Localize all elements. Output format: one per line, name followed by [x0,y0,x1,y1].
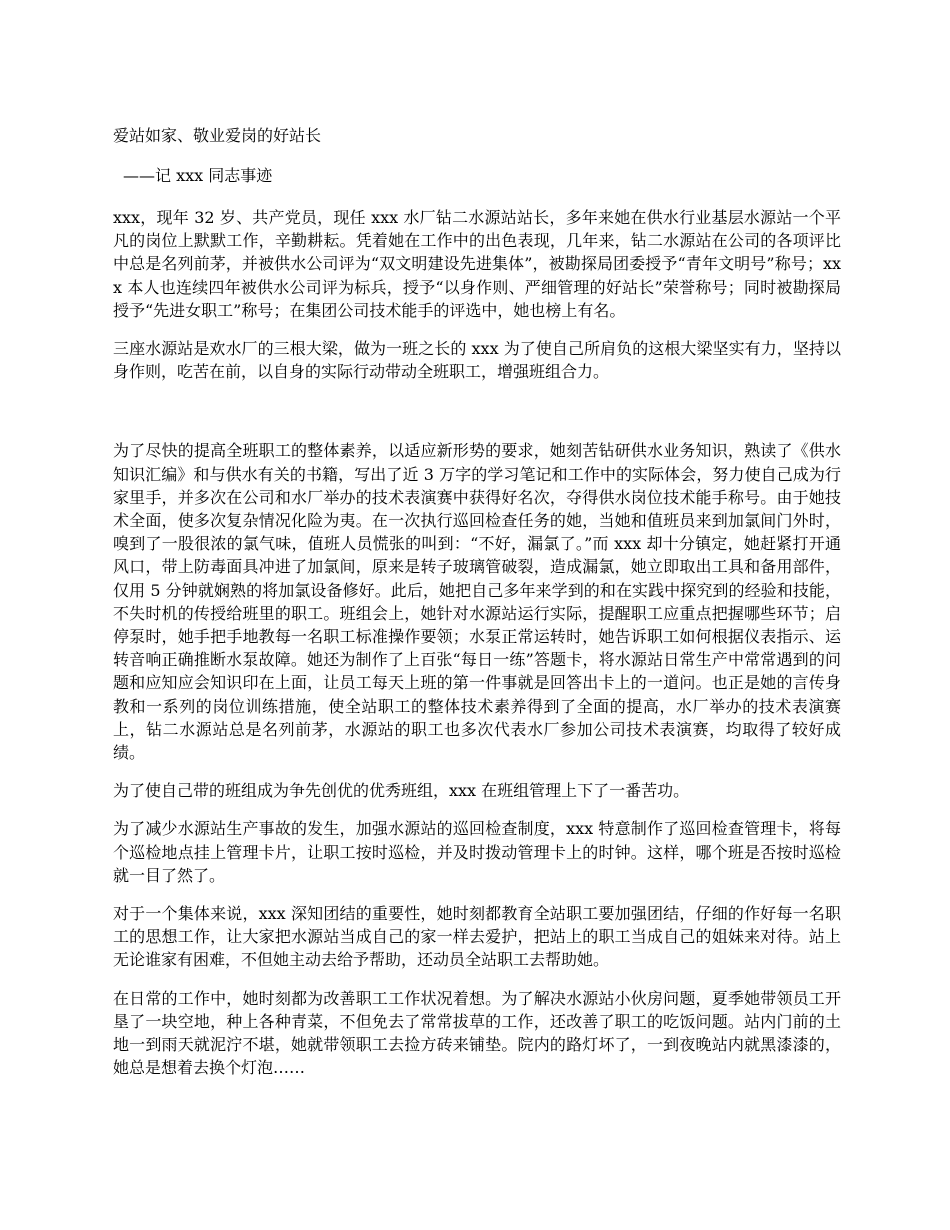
paragraph-daily-care: 在日常的工作中，她时刻都为改善职工工作状况着想。为了解决水源站小伙房问题，夏季她带领员工开垦了一块空地，种上各种青菜，不但免去了常常拔草的工作，还改善了职工的吃饭问题。站内门前的土地一到雨天就泥泞不堪，她就带领职工去捡方砖来铺垫。院内的路灯坏了，一到夜晚站内就黑漆漆的，她总是想着去换个灯泡…… [113,988,841,1078]
paragraph-inspection: 为了减少水源站生产事故的发生，加强水源站的巡回检查制度，xxx 特意制作了巡回检查管理卡，将每个巡检地点挂上管理卡片，让职工按时巡检，并及时拨动管理卡上的时钟。这样，哪个班是否按时巡检就一目了然了。 [113,819,841,885]
document-body [113,124,841,1095]
paragraph-team-goal: 为了使自己带的班组成为争先创优的优秀班组，xxx 在班组管理上下了一番苦功。 [113,781,690,801]
paragraph-unity: 对于一个集体来说，xxx 深知团结的重要性，她时刻都教育全站职工要加强团结，仔细的作好每一名职工的思想工作，让大家把水源站当成自己的家一样去爱护，把站上的职工当成自己的姐妹来对待。站上无论谁家有困难，不但她主动去给予帮助，还动员全站职工去帮助她。 [113,904,841,970]
blank-gap [113,398,841,439]
paragraph-intro: xxx，现年 32 岁、共产党员，现任 xxx 水厂钻二水源站站长，多年来她在供水行业基层水源站一个平凡的岗位上默默工作，辛勤耕耘。凭着她在工作中的出色表现，几年来，钻二水源站在公司的各项评比中总是名列前茅，并被供水公司评为“双文明建设先进集体”，被勘探局团委授予“青年文明号”称号；xxx 本人也连续四年被供水公司评为标兵，授予“以身作则、严细管理的好站长”荣誉称号；同时被勘探局授予“先进女职工”称号；在集团公司技术能手的评选中，她也榜上有名。 [113,208,841,320]
document-subtitle: ——记 xxx 同志事迹 [123,166,273,185]
paragraph-pillars: 三座水源站是欢水厂的三根大梁，做为一班之长的 xxx 为了使自己所肩负的这根大梁坚实有力，坚持以身作则，吃苦在前，以自身的实际行动带动全班职工，增强班组合力。 [113,339,841,382]
document-title: 爱站如家、敬业爱岗的好站长 [113,126,322,145]
paragraph-skills: 为了尽快的提高全班职工的整体素养，以适应新形势的要求，她刻苦钻研供水业务知识，熟读了《供水知识汇编》和与供水有关的书籍，写出了近 3 万字的学习笔记和工作中的实际体会，努力使自己成为行家里手，并多次在公司和水厂举办的技术表演赛中获得好名次，夺得供水岗位技术能手称号。由于她技术全面，使多次复杂情况化险为夷。在一次执行巡回检查任务的她，当她和值班员来到加氯间门外时，嗅到了一股很浓的氯气味，值班人员慌张的叫到：“不好，漏氯了。”而 xxx 却十分镇定，她赶紧打开通风口，带上防毒面具冲进了加氯间，原来是转子玻璃管破裂，造成漏氯，她立即取出工具和备用部件，仅用 5 分钟就娴熟的将加氯设备修好。此后，她把自己多年来学到的和在实践中探究到的经验和技能，不失时机的传授给班里的职工。班组会上，她针对水源站运行实际，提醒职工应重点把握哪些环节；启停泵时，她手把手地教每一名职工标准操作要领；水泵正常运转时，她告诉职工如何根据仪表指示、运转音响正确推断水泵故障。她还为制作了上百张“每日一练”答题卡，将水源站日常生产中常常遇到的问题和应知应会知识印在上面，让员工每天上班的第一件事就是回答出卡上的一道问。也正是她的言传身教和一系列的岗位训练措施，使全站职工的整体技术素养得到了全面的提高，水厂举办的技术表演赛上，钻二水源站总是名列前茅，水源站的职工也多次代表水厂参加公司技术表演赛，均取得了较好成绩。 [113,441,841,763]
